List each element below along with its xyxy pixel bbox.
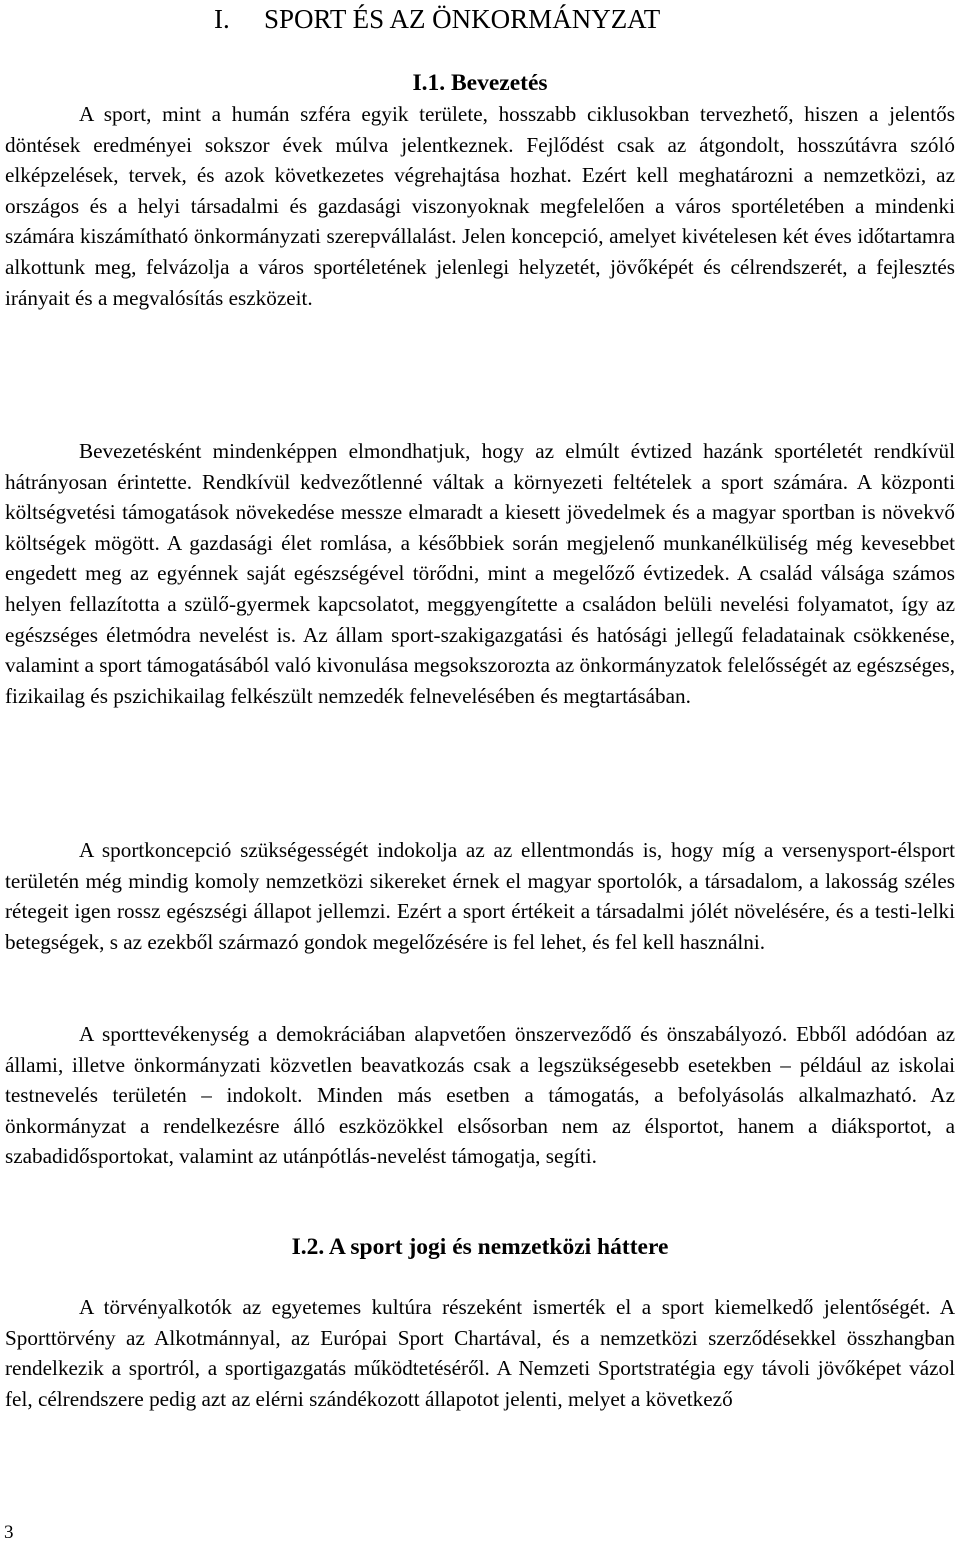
chapter-number: I. — [214, 4, 230, 34]
page-number: 3 — [4, 1522, 14, 1543]
section-heading-intro: I.1. Bevezetés — [412, 70, 548, 96]
paragraph-legal-1: A törvényalkotók az egyetemes kultúra részeként ismerték el a sport kiemelkedő jelentőségét. A Sporttörvény az Alkotmánnyal, az Európai Sport Chartával, és a nemzetközi szerződésekkel összhangban rendelkezik a sportról, a sportigazgatás működtetéséről. A Nemzeti Sportstratégia egy távoli jövőképet vázol fel, célrendszere pedig azt az elérni szándékozott állapotot jelenti, melyet a következő — [5, 1295, 955, 1411]
paragraph-intro-2: Bevezetésként mindenképpen elmondhatjuk, hogy az elmúlt évtized hazánk sportéletét rendkívül hátrányosan érintette. Rendkívül kedvezőtlenné váltak a környezeti feltételek a sport számára. A központi költségvetési támogatások növekedése messze elmaradt a kiesett jövedelmek és a magyar sportban is növekvő költségek mögött. A gazdasági élet romlása, a későbbiek során megjelenő munkanélküliség még kevesebbet engedett meg az egyénnek saját egészségével törődni, mint a megelőző évtizedek. A család válsága számos helyen fellazította a szülő-gyermek kapcsolatot, meggyengítette a családon belüli nevelési folyamatot, így az egészséges életmódra nevelést is. Az állam sport-szakigazgatási és hatósági jellegű feladatainak csökkenése, valamint a sport támogatásából való kivonulása megsokszorozta az önkormányzatok felelősségét az egészséges, fizikailag és pszichikailag felkészült nemzedék felnevelésében és megtartásában. — [5, 439, 955, 708]
paragraph-intro-3: A sportkoncepció szükségességét indokolja az az ellentmondás is, hogy míg a versenysport-élsport területén még mindig komoly nemzetközi sikereket érnek el magyar sportolók, a társadalom, a lakosság széles rétegeit igen rossz egészségi állapot jellemzi. Ezért a sport értékeit a társadalmi jólét növelésére, és a testi-lelki betegségek, s az ezekből származó gondok megelőzésére is fel lehet, és fel kell használni. — [5, 838, 955, 954]
paragraph-intro-4: A sporttevékenység a demokráciában alapvetően önszerveződő és önszabályozó. Ebből adódóan az állami, illetve önkormányzati közvetlen beavatkozás csak a legszükségesebb esetekben – például az iskolai testnevelés területén – indokolt. Minden más esetben a támogatás, a befolyásolás alkalmazható. Az önkormányzat a rendelkezésre álló eszközökkel elsősorban nem az élsportot, hanem a diáksportot, a szabadidősportokat, valamint az utánpótlás-nevelést támogatja, segíti. — [5, 1022, 955, 1169]
chapter-title-text: SPORT ÉS AZ ÖNKORMÁNYZAT — [264, 4, 661, 34]
section-heading-legal: I.2. A sport jogi és nemzetközi háttere — [291, 1234, 669, 1260]
chapter-title — [214, 4, 660, 35]
paragraph-intro-1: A sport, mint a humán szféra egyik területe, hosszabb ciklusokban tervezhető, hiszen a jelentős döntések eredményei sokszor évek múlva jelentkeznek. Fejlődést csak az átgondolt, hosszútávra szóló elképzelések, tervek, és azok következetes végrehajtása hozhat. Ezért kell meghatározni a nemzetközi, az országos és a helyi társadalmi és gazdasági viszonyoknak megfelelően a város sportéletében a mindenki számára kiszámítható önkormányzati szerepvállalást. Jelen koncepció, amelyet kivételesen két éves időtartamra alkottunk meg, felvázolja a város sportéletének jelenlegi helyzetét, jövőképét és célrendszerét, a fejlesztés irányait és a megvalósítás eszközeit. — [5, 102, 955, 310]
